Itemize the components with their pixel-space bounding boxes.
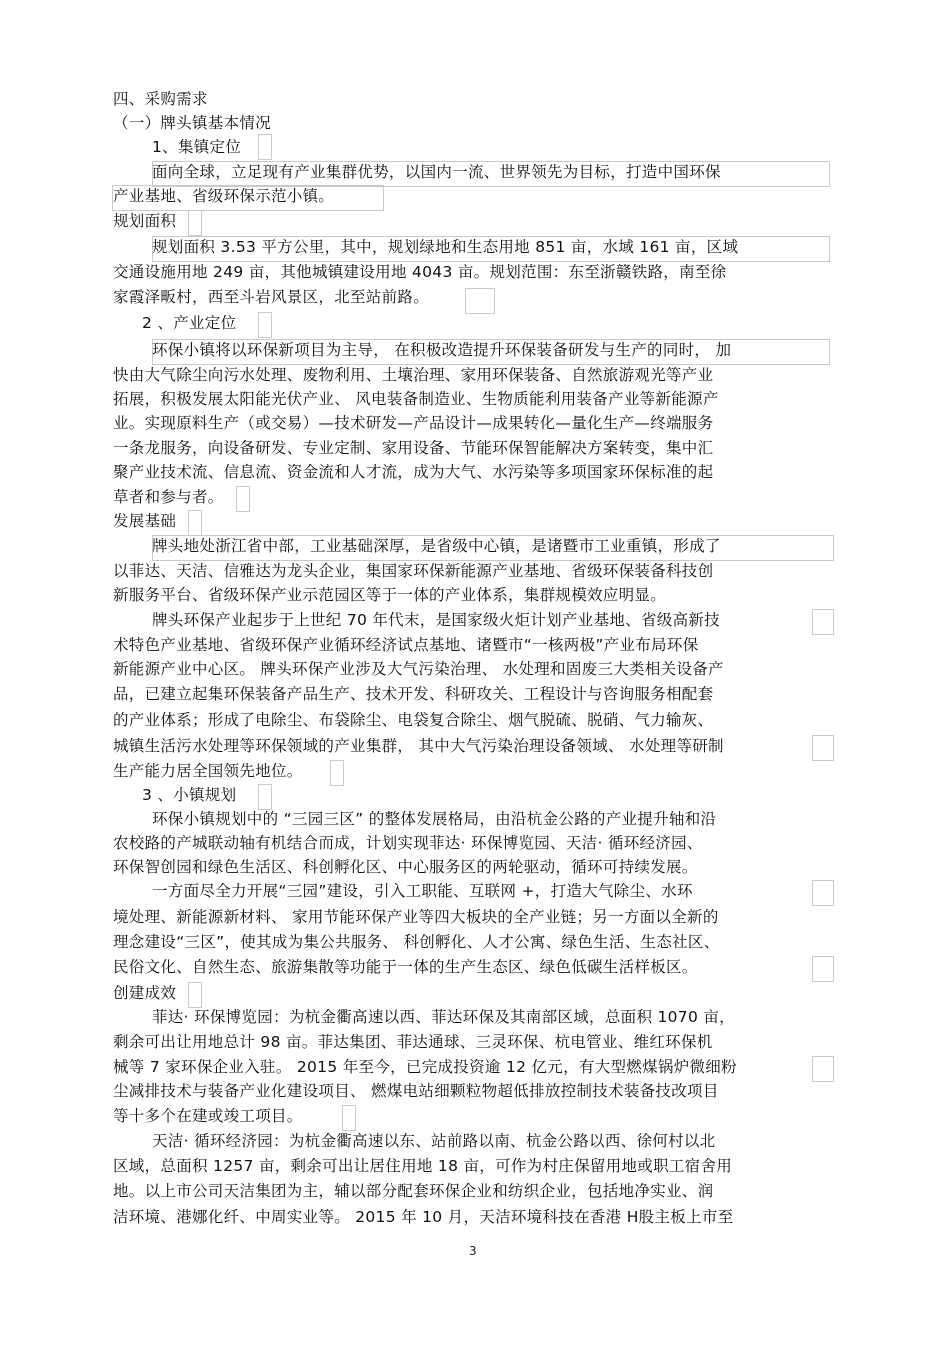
paragraph-line: 新服务平台、省级环保产业示范园区等于一体的产业体系，集群规模效应明显。 <box>113 586 667 604</box>
paragraph-line: 一方面尽全力开展“三园”建设，引入工职能、互联网 +，打造大气除尘、水环 <box>152 882 693 900</box>
paragraph-line: 产业基地、省级环保示范小镇。 <box>113 187 335 205</box>
paragraph-line: 牌头地处浙江省中部，工业基础深厚，是省级中心镇，是诸暨市工业重镇，形成了 <box>152 537 721 555</box>
paragraph-line: 规划面积 3.53 平方公里，其中，规划绿地和生态用地 851 亩，水域 161 亩，区域 <box>152 238 739 256</box>
paragraph-line: 快由大气除尘向污水处理、废物利用、土壤治理、家用环保装备、自然旅游观光等产业 <box>113 366 714 384</box>
scan-artifact <box>258 784 272 810</box>
paragraph-line: 境处理、新能源新材料、 家用节能环保产业等四大板块的全产业链；另一方面以全新的 <box>113 908 719 926</box>
page-number: 3 <box>469 1244 477 1258</box>
paragraph-line: 环保小镇规划中的 “三园三区” 的整体发展格局，由沿杭金公路的产业提升轴和沿 <box>152 810 717 828</box>
scan-artifact <box>188 210 202 236</box>
paragraph-line: 洁环境、港娜化纤、中周实业等。 2015 年 10 月，天洁环境科技在香港 H股主板上市至 <box>113 1208 734 1226</box>
scan-artifact <box>342 1105 356 1131</box>
paragraph-line: 等十多个在建或竣工项目。 <box>113 1107 303 1125</box>
scan-artifact <box>812 880 834 906</box>
item-heading: 创建成效 <box>113 984 177 1002</box>
paragraph-line: 区域，总面积 1257 亩，剩余可出让居住用地 18 亩，可作为村庄保留用地或职工宿舍用 <box>113 1157 733 1175</box>
paragraph-line: 民俗文化、自然生态、旅游集散等功能于一体的生产生态区、绿色低碳生活样板区。 <box>113 958 698 976</box>
item-heading: 1、集镇定位 <box>152 138 242 156</box>
paragraph-line: 业。实现原料生产（或交易）—技术研发—产品设计—成果转化—量化生产—终端服务 <box>113 414 714 432</box>
scan-artifact <box>258 312 272 338</box>
scan-artifact <box>258 134 272 160</box>
paragraph-line: 一条龙服务，向设备研发、专业定制、家用设备、节能环保智能解决方案转变，集中汇 <box>113 439 714 457</box>
paragraph-line: 剩余可出让用地总计 98 亩。菲达集团、菲达通球、三灵环保、杭电管业、维红环保机 <box>113 1033 713 1051</box>
paragraph-line: 草者和参与者。 <box>113 488 224 506</box>
paragraph-line: 环保小镇将以环保新项目为主导， 在积极改造提升环保装备研发与生产的同时， 加 <box>152 341 732 359</box>
paragraph-line: 的产业体系；形成了电除尘、布袋除尘、电袋复合除尘、烟气脱硫、脱硝、气力输灰、 <box>113 711 714 729</box>
paragraph-line: 拓展，积极发展太阳能光伏产业、 风电装备制造业、生物质能利用装备产业等新能源产 <box>113 390 719 408</box>
scan-artifact <box>812 956 834 982</box>
scan-artifact <box>330 760 344 786</box>
paragraph-line: 以菲达、天洁、信雅达为龙头企业，集国家环保新能源产业基地、省级环保装备科技创 <box>113 562 714 580</box>
paragraph-line: 新能源产业中心区。 牌头环保产业涉及大气污染治理、 水处理和固废三大类相关设备产 <box>113 660 724 678</box>
paragraph-line: 家霞泽畈村，西至斗岩风景区，北至站前路。 <box>113 288 430 306</box>
item-heading: 3 、小镇规划 <box>142 786 237 804</box>
paragraph-line: 天洁· 循环经济园：为杭金衢高速以东、站前路以南、杭金公路以西、徐何村以北 <box>152 1132 716 1150</box>
paragraph-line: 城镇生活污水处理等环保领域的产业集群， 其中大气污染治理设备领域、 水处理等研制 <box>113 737 724 755</box>
paragraph-line: 农校路的产城联动轴有机结合而成，计划实现菲达· 环保博览园、天洁· 循环经济园、 <box>113 834 703 852</box>
paragraph-line: 聚产业技术流、信息流、资金流和人才流，成为大气、水污染等多项国家环保标准的起 <box>113 463 714 481</box>
subsection-heading: （一）牌头镇基本情况 <box>113 114 272 132</box>
scan-artifact <box>188 982 202 1008</box>
item-heading: 规划面积 <box>113 212 177 230</box>
paragraph-line: 械等 7 家环保企业入驻。 2015 年至今，已完成投资逾 12 亿元，有大型燃煤锅炉微细粉 <box>113 1058 737 1076</box>
paragraph-line: 环保智创园和绿色生活区、科创孵化区、中心服务区的两轮驱动，循环可持续发展。 <box>113 858 698 876</box>
paragraph-line: 理念建设“三区”，使其成为集公共服务、 科创孵化、人才公寓、绿色生活、生态社区、 <box>113 933 720 951</box>
paragraph-line: 地。以上市公司天洁集团为主，辅以部分配套环保企业和纺织企业，包括地净实业、润 <box>113 1182 714 1200</box>
paragraph-line: 尘减排技术与装备产业化建设项目、 燃煤电站细颗粒物超低排放控制技术装备技改项目 <box>113 1082 719 1100</box>
scan-artifact <box>236 486 250 512</box>
section-heading: 四、采购需求 <box>113 90 208 108</box>
paragraph-line: 牌头环保产业起步于上世纪 70 年代末，是国家级火炬计划产业基地、省级高新技 <box>152 611 720 629</box>
paragraph-line: 品，已建立起集环保装备产品生产、技术开发、科研攻关、工程设计与咨询服务相配套 <box>113 685 714 703</box>
paragraph-line: 面向全球，立足现有产业集群优势，以国内一流、世界领先为目标，打造中国环保 <box>152 163 721 181</box>
scan-artifact <box>812 609 834 635</box>
scan-artifact <box>812 735 834 761</box>
scan-artifact <box>812 1056 834 1082</box>
paragraph-line: 交通设施用地 249 亩，其他城镇建设用地 4043 亩。规划范围：东至浙赣铁路，南至徐 <box>113 263 727 281</box>
scan-artifact <box>188 510 202 536</box>
paragraph-line: 生产能力居全国领先地位。 <box>113 762 303 780</box>
scan-artifact <box>465 288 495 314</box>
paragraph-line: 菲达· 环保博览园：为杭金衢高速以西、菲达环保及其南部区域，总面积 1070 亩， <box>152 1008 735 1026</box>
paragraph-line: 术特色产业基地、省级环保产业循环经济试点基地、诸暨市“一核两极”产业布局环保 <box>113 636 699 654</box>
item-heading: 2 、产业定位 <box>142 314 237 332</box>
item-heading: 发展基础 <box>113 512 177 530</box>
